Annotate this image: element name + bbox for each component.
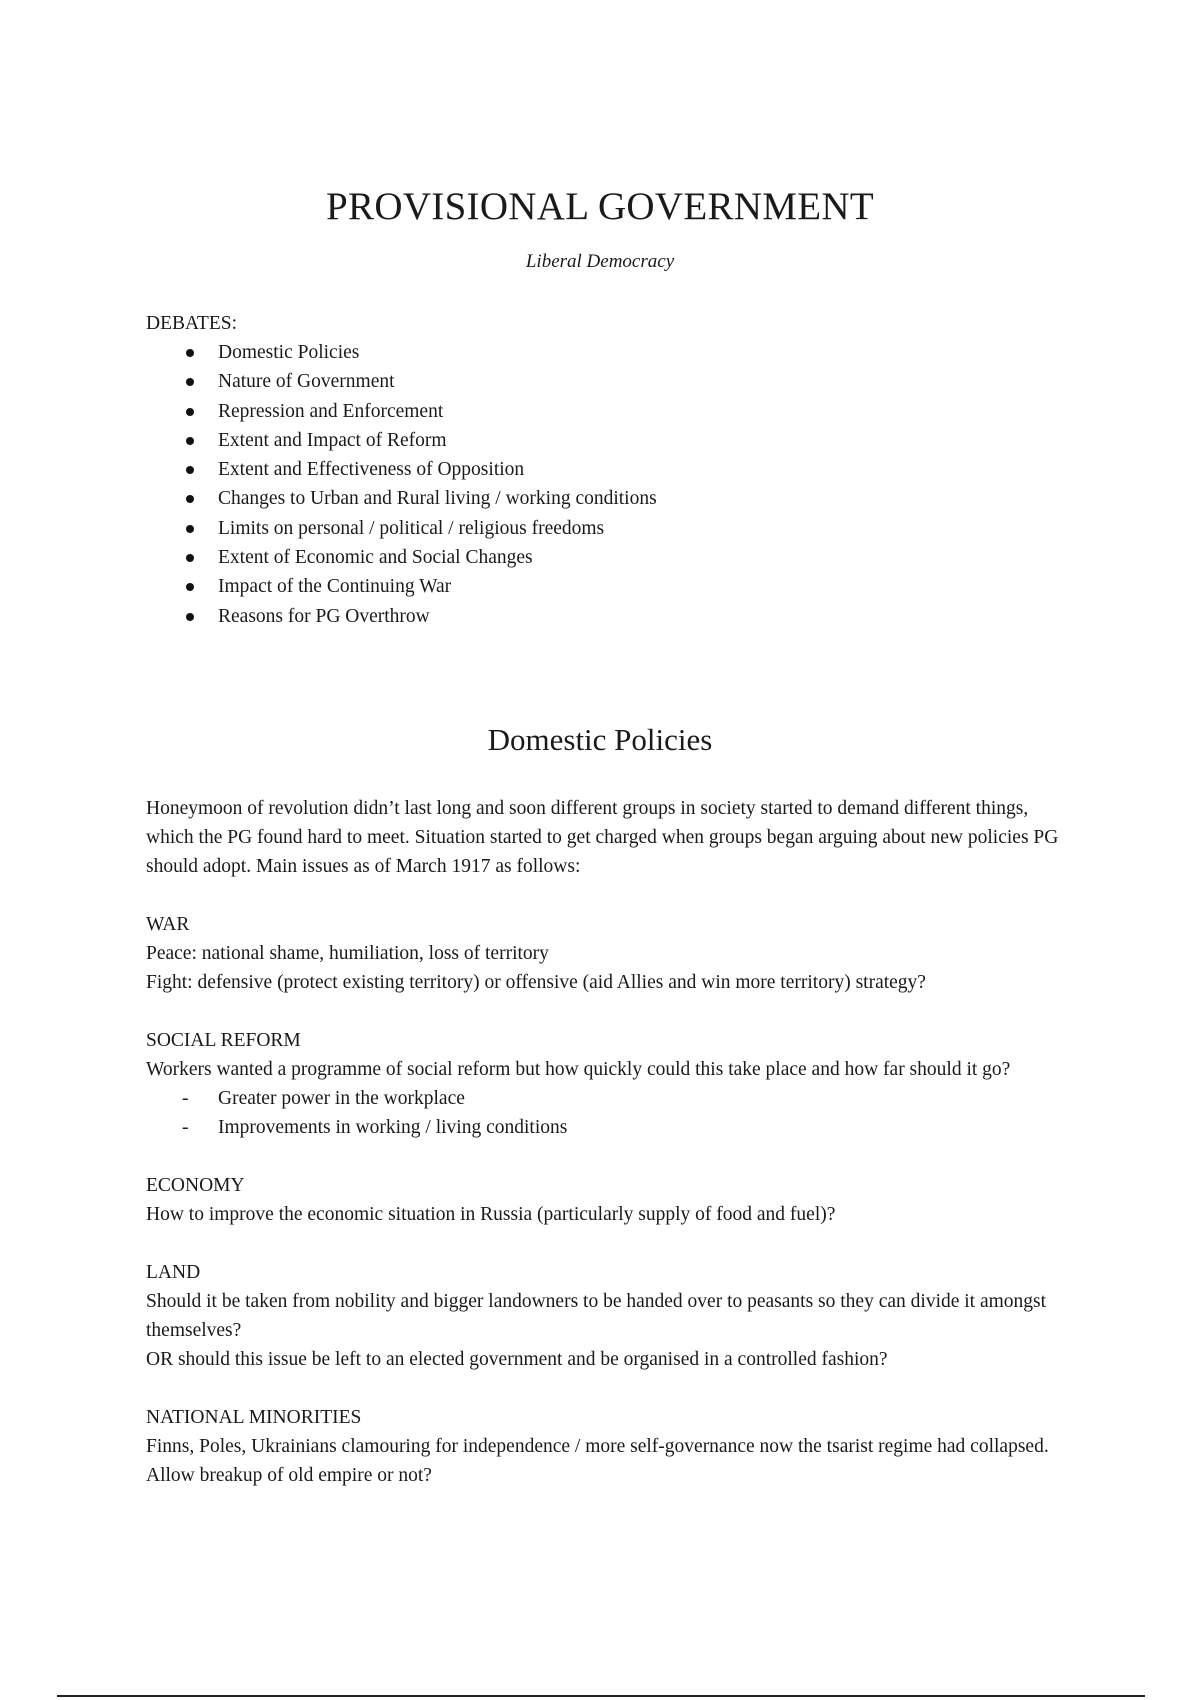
debates-list-item	[146, 338, 1066, 367]
debates-item-text: Extent of Economic and Social Changes	[218, 547, 533, 569]
footer-divider	[57, 1695, 1145, 1697]
debates-item-text: Extent and Impact of Reform	[218, 429, 447, 451]
debates-list-item	[146, 602, 1066, 631]
national-minorities-section	[146, 1403, 1066, 1490]
bullet-icon	[186, 583, 194, 591]
list-item-text: Improvements in working / living conditions	[218, 1117, 568, 1138]
dash-icon: -	[182, 1088, 189, 1109]
debates-list-item	[146, 397, 1066, 426]
debates-list-item	[146, 426, 1066, 455]
list-item	[146, 1084, 1066, 1113]
debates-item-text: Impact of the Continuing War	[218, 576, 452, 598]
bullet-icon	[186, 437, 194, 445]
social-reform-section	[146, 1026, 1066, 1142]
debates-list-item	[146, 455, 1066, 484]
land-text-alternative: OR should this issue be left to an elected government and be organised in a controlled fashion?	[146, 1349, 888, 1370]
debates-section	[146, 309, 1066, 631]
debates-item-text: Limits on personal / political / religious freedoms	[218, 517, 605, 539]
social-reform-text: Workers wanted a programme of social reform but how quickly could this take place and how far should it go?	[146, 1059, 1011, 1080]
national-minorities-label: NATIONAL MINORITIES	[146, 1407, 362, 1428]
debates-list-item	[146, 367, 1066, 396]
document-subtitle: Liberal Democracy	[525, 251, 675, 272]
debates-item-text: Changes to Urban and Rural living / working conditions	[218, 488, 657, 510]
bullet-icon	[186, 349, 194, 357]
debates-list	[146, 338, 1066, 631]
debates-label: DEBATES:	[146, 313, 238, 334]
national-minorities-text: Finns, Poles, Ukrainians clamouring for independence / more self-governance now the tsarist regime had collapsed. Allow breakup of old empire or not?	[146, 1436, 1049, 1486]
debates-list-item	[146, 572, 1066, 601]
intro-paragraph: Honeymoon of revolution didn’t last long and soon different groups in society started to demand different things, which the PG found hard to meet. Situation started to get charged when groups began arguing about new policies PG should adopt. Main issues as of March 1917 as follows:	[146, 798, 1059, 877]
bullet-icon	[186, 378, 194, 386]
section-heading-domestic-policies: Domestic Policies	[487, 722, 713, 757]
bullet-icon	[186, 466, 194, 474]
debates-list-item	[146, 543, 1066, 572]
war-label: WAR	[146, 914, 190, 935]
land-text: Should it be taken from nobility and bigger landowners to be handed over to peasants so they can divide it amongst themselves?	[146, 1291, 1047, 1341]
debates-item-text: Reasons for PG Overthrow	[218, 605, 430, 627]
war-peace-text: Peace: national shame, humiliation, loss of territory	[146, 943, 549, 964]
domestic-policies-body	[146, 794, 1066, 1490]
war-section	[146, 910, 1066, 997]
debates-list-item	[146, 514, 1066, 543]
bullet-icon	[186, 408, 194, 416]
social-reform-list	[146, 1084, 1066, 1142]
war-fight-text: Fight: defensive (protect existing territory) or offensive (aid Allies and win more territory) strategy?	[146, 972, 926, 993]
land-section	[146, 1258, 1066, 1374]
debates-list-item	[146, 484, 1066, 513]
economy-section	[146, 1171, 1066, 1229]
list-item-text: Greater power in the workplace	[218, 1088, 465, 1109]
land-label: LAND	[146, 1262, 201, 1283]
list-item	[146, 1113, 1066, 1142]
bullet-icon	[186, 525, 194, 533]
debates-item-text: Repression and Enforcement	[218, 400, 444, 422]
debates-item-text: Domestic Policies	[218, 342, 360, 363]
economy-text: How to improve the economic situation in Russia (particularly supply of food and fuel)?	[146, 1204, 836, 1225]
debates-item-text: Nature of Government	[218, 371, 395, 393]
bullet-icon	[186, 495, 194, 503]
social-reform-label: SOCIAL REFORM	[146, 1030, 301, 1051]
bullet-icon	[186, 613, 194, 621]
dash-icon: -	[182, 1117, 189, 1138]
bullet-icon	[186, 554, 194, 562]
economy-label: ECONOMY	[146, 1175, 245, 1196]
document-title: PROVISIONAL GOVERNMENT	[326, 185, 874, 228]
debates-item-text: Extent and Effectiveness of Opposition	[218, 459, 525, 481]
